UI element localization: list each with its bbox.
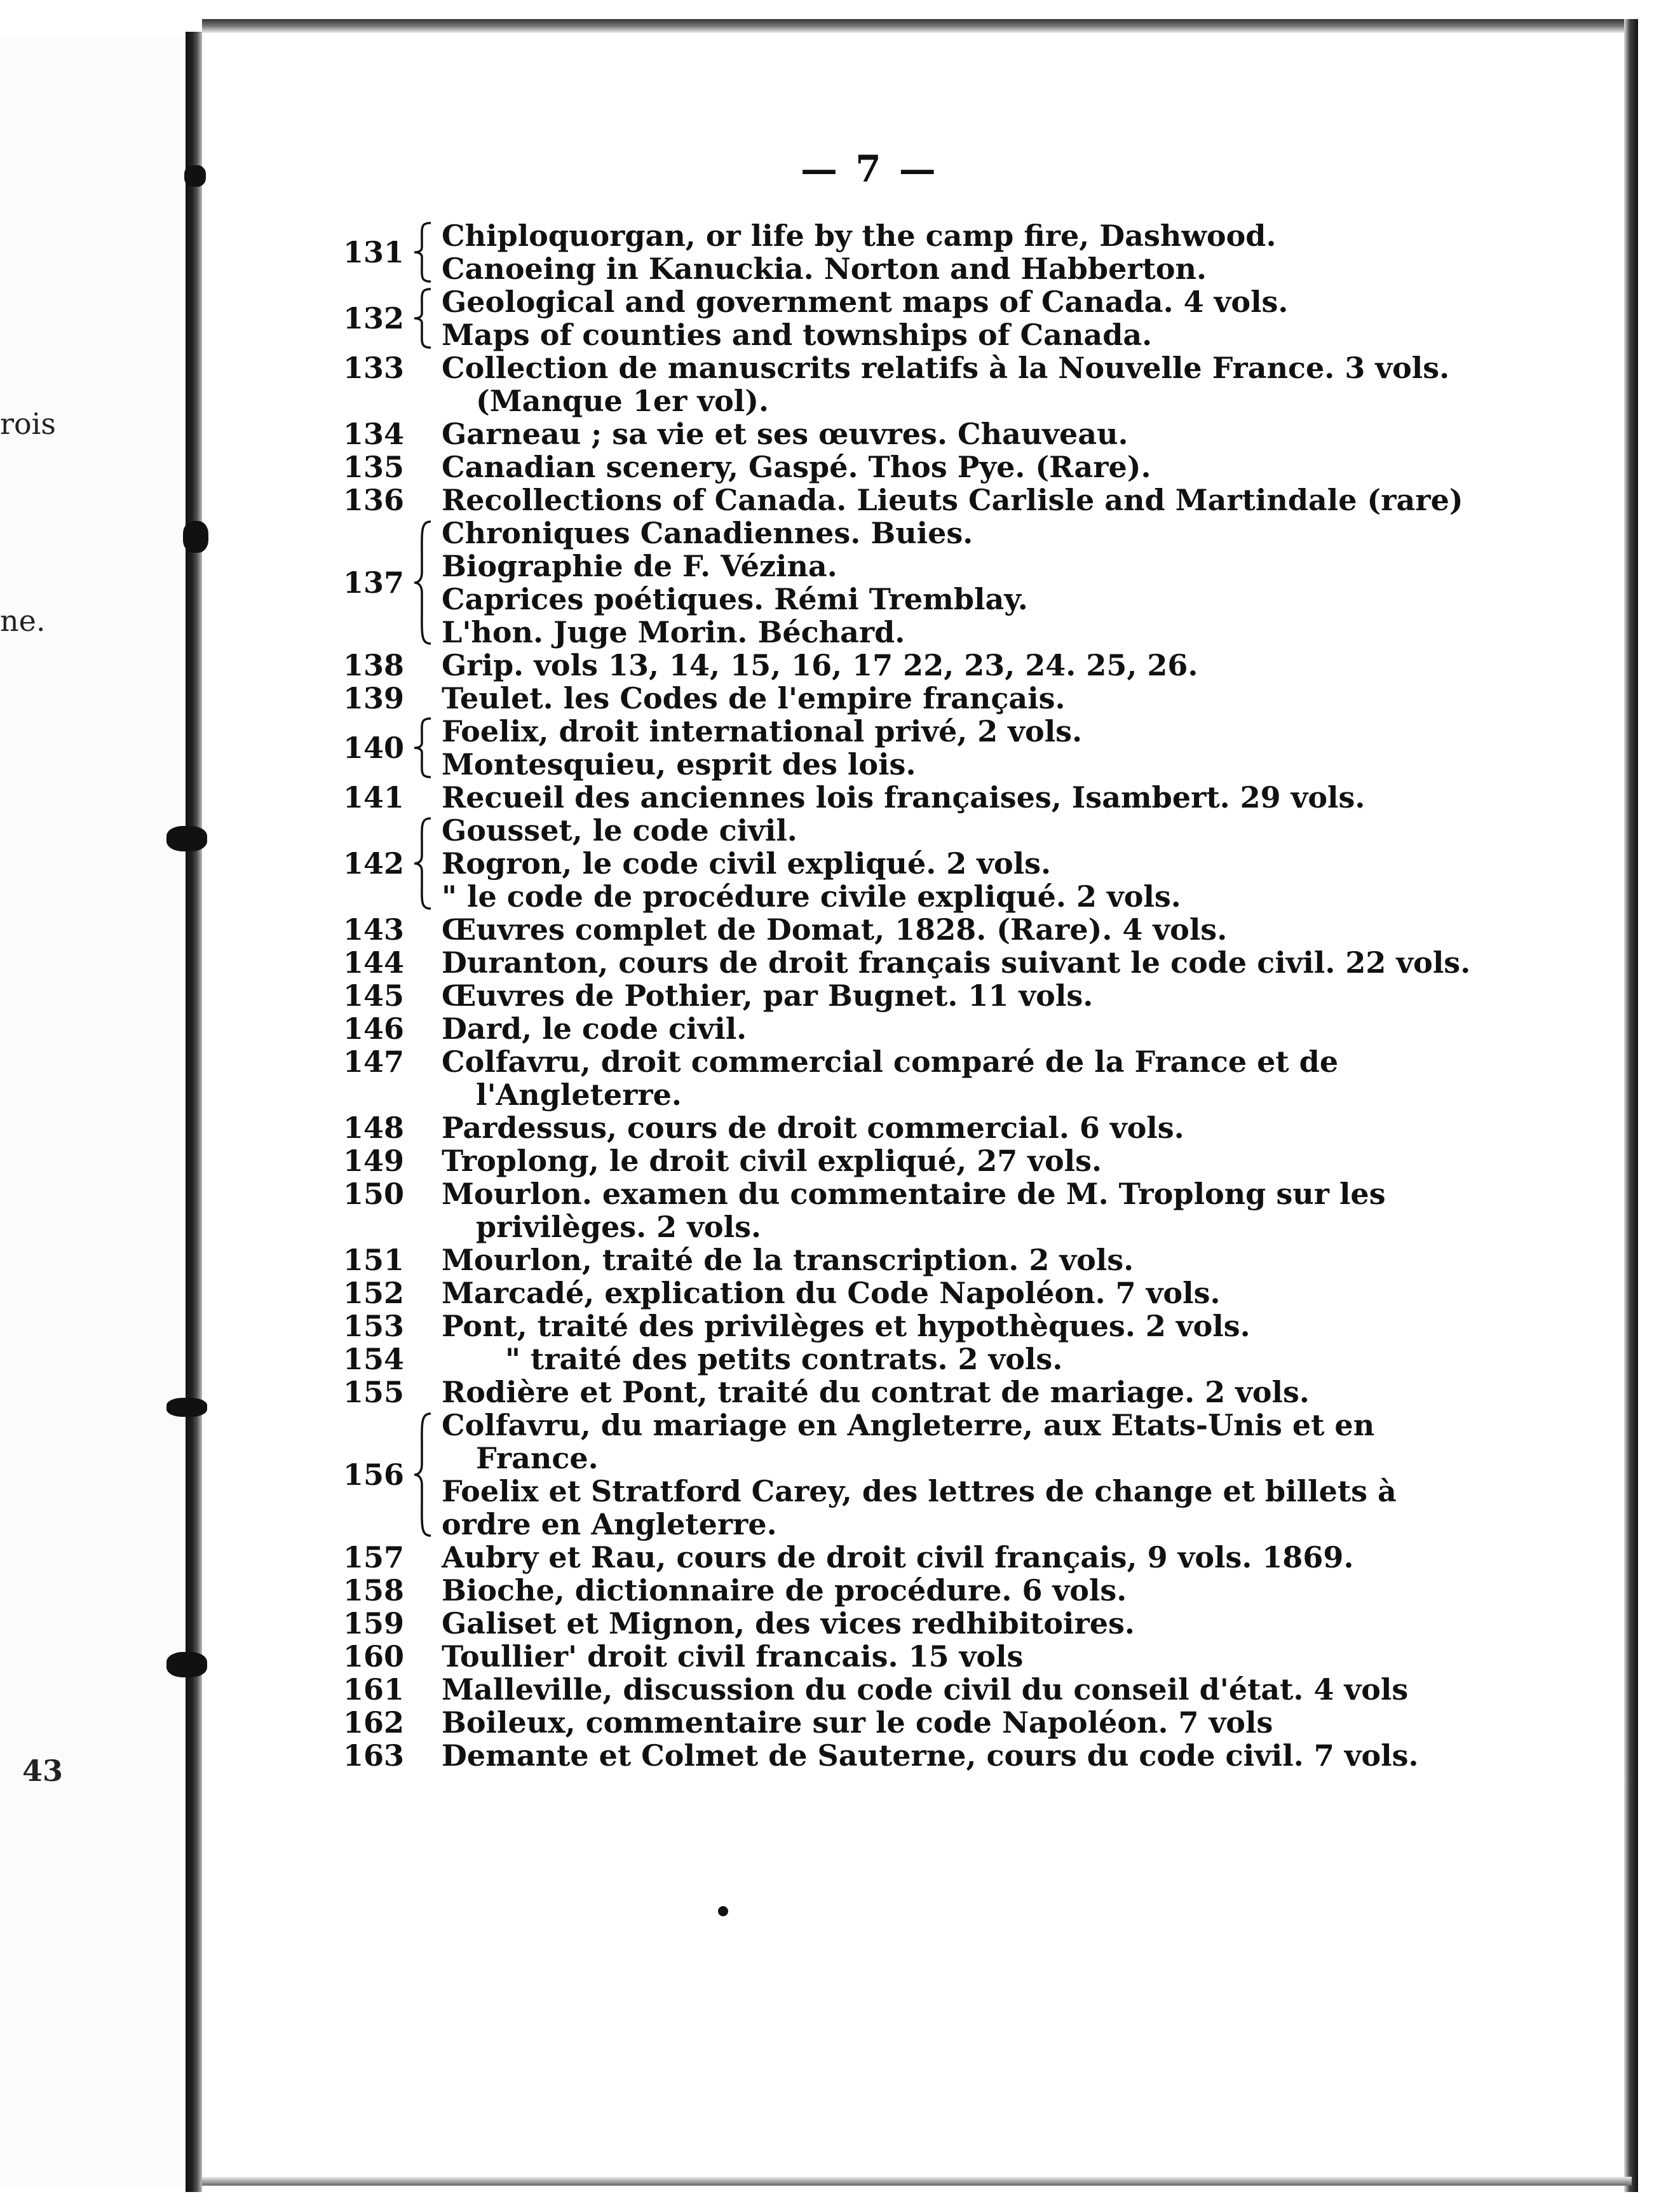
entry-number: 143 [343, 912, 405, 947]
entry-number: 134 [343, 417, 405, 451]
entry-line: l'Angleterre. [476, 1078, 682, 1112]
entry-line: Troplong, le droit civil expliqué, 27 vols. [442, 1144, 1102, 1178]
entry-line: Garneau ; sa vie et ses œuvres. Chauveau. [442, 417, 1128, 451]
page-bottom-edge [202, 2177, 1632, 2186]
entry-number: 145 [343, 978, 405, 1013]
entry-line: Rogron, le code civil expliqué. 2 vols. [442, 846, 1052, 881]
catalogue-entry [343, 517, 1614, 649]
entry-line: Toullier' droit civil francais. 15 vols [442, 1639, 1024, 1674]
catalogue-entry [343, 484, 1614, 517]
entry-number: 141 [343, 780, 405, 815]
left-page-strip [0, 38, 184, 2186]
entry-number: 147 [343, 1045, 405, 1079]
left-page-fragment: rois [0, 407, 57, 441]
entry-number: 138 [343, 648, 405, 682]
catalogue-entry [343, 781, 1614, 814]
page-right-edge [1624, 19, 1638, 2192]
book-spine [186, 32, 202, 2192]
entry-line: Grip. vols 13, 14, 15, 16, 17 22, 23, 24. 25, 26. [442, 648, 1198, 682]
entry-number: 160 [343, 1639, 405, 1674]
entry-line: Pont, traité des privilèges et hypothèques. 2 vols. [442, 1309, 1250, 1343]
entry-line: Bioche, dictionnaire de procédure. 6 vols. [442, 1573, 1127, 1607]
entry-number: 137 [343, 565, 405, 600]
catalogue-entry [343, 1640, 1614, 1673]
catalogue-entry [343, 285, 1614, 351]
catalogue-entry [343, 1111, 1614, 1144]
entry-number: 136 [343, 483, 405, 517]
entry-number: 156 [343, 1458, 405, 1492]
brace-bracket [412, 717, 435, 778]
entry-line: Montesquieu, esprit des lois. [442, 747, 916, 782]
brace-bracket [412, 1411, 435, 1538]
catalogue-entry [343, 1706, 1614, 1739]
catalogue-entry [343, 1739, 1614, 1772]
brace-bracket [412, 288, 435, 349]
entry-number: 155 [343, 1375, 405, 1409]
entry-number: 142 [343, 846, 405, 881]
entry-number: 140 [343, 731, 405, 765]
catalogue-entry [343, 1177, 1614, 1243]
catalogue-entry [343, 913, 1614, 946]
catalogue-entry [343, 1276, 1614, 1309]
entry-number: 163 [343, 1738, 405, 1773]
entry-number: 154 [343, 1342, 405, 1376]
entry-line: Chiploquorgan, or life by the camp fire, Dashwood. [442, 219, 1277, 253]
catalogue-entry [343, 1309, 1614, 1343]
ink-blot [166, 1398, 207, 1417]
entry-number: 139 [343, 681, 405, 715]
catalogue-entry [343, 450, 1614, 484]
catalogue-entry [343, 1409, 1614, 1541]
entry-number: 149 [343, 1144, 405, 1178]
catalogue-entry [343, 1574, 1614, 1607]
entry-line: Canadian scenery, Gaspé. Thos Pye. (Rare). [442, 450, 1151, 484]
entry-line: Œuvres complet de Domat, 1828. (Rare). 4 vols. [442, 912, 1228, 947]
entry-line: Foelix, droit international privé, 2 vols. [442, 714, 1083, 748]
catalogue-entry [343, 814, 1614, 913]
entry-line: Collection de manuscrits relatifs à la Nouvelle France. 3 vols. [442, 351, 1450, 385]
entry-line: " traité des petits contrats. 2 vols. [505, 1342, 1063, 1376]
entry-number: 144 [343, 945, 405, 980]
catalogue-entry [343, 351, 1614, 417]
entry-line: Recueil des anciennes lois françaises, Isambert. 29 vols. [442, 780, 1365, 815]
entry-line: Rodière et Pont, traité du contrat de mariage. 2 vols. [442, 1375, 1310, 1409]
entry-number: 146 [343, 1012, 405, 1046]
left-page-number: 43 [22, 1754, 64, 1788]
catalogue-entry [343, 715, 1614, 781]
entry-line: Boileux, commentaire sur le code Napoléon. 7 vols [442, 1705, 1273, 1740]
brace-bracket [412, 816, 435, 910]
entry-line: Geological and government maps of Canada. 4 vols. [442, 285, 1289, 319]
entry-number: 158 [343, 1573, 405, 1607]
entry-line: Demante et Colmet de Sauterne, cours du code civil. 7 vols. [442, 1738, 1419, 1773]
entry-number: 132 [343, 301, 405, 335]
entry-line: Caprices poétiques. Rémi Tremblay. [442, 582, 1028, 616]
brace-bracket [412, 519, 435, 646]
entry-line: France. [476, 1441, 599, 1475]
ink-blot [183, 521, 208, 553]
entry-line: Foelix et Stratford Carey, des lettres de change et billets à [442, 1474, 1397, 1508]
entry-number: 131 [343, 235, 405, 269]
entry-number: 151 [343, 1243, 405, 1277]
brace-bracket [412, 222, 435, 283]
entry-line: Œuvres de Pothier, par Bugnet. 11 vols. [442, 978, 1094, 1013]
entry-line: (Manque 1er vol). [476, 384, 769, 418]
catalogue-entry [343, 1673, 1614, 1706]
entry-line: Colfavru, du mariage en Angleterre, aux Etats-Unis et en [442, 1408, 1375, 1442]
entry-line: privilèges. 2 vols. [476, 1210, 761, 1244]
entry-line: Biographie de F. Vézina. [442, 549, 837, 583]
entry-number: 135 [343, 450, 405, 484]
catalogue-entry [343, 946, 1614, 979]
entry-line: Galiset et Mignon, des vices redhibitoires. [442, 1606, 1135, 1641]
catalogue-entry [343, 219, 1614, 285]
page-top-edge [202, 19, 1632, 33]
entry-number: 150 [343, 1177, 405, 1211]
page-number: — 7 — [801, 147, 938, 191]
entry-line: Duranton, cours de droit français suivant le code civil. 22 vols. [442, 945, 1471, 980]
entry-line: Pardessus, cours de droit commercial. 6 vols. [442, 1111, 1184, 1145]
entry-number: 162 [343, 1705, 405, 1740]
entry-number: 153 [343, 1309, 405, 1343]
catalogue-entry [343, 1012, 1614, 1045]
catalogue-entry [343, 1541, 1614, 1574]
ink-dot [718, 1906, 728, 1916]
catalogue-entry [343, 1376, 1614, 1409]
catalogue-entry [343, 1607, 1614, 1640]
entry-line: Mourlon, traité de la transcription. 2 vols. [442, 1243, 1134, 1277]
entry-line: Maps of counties and townships of Canada. [442, 318, 1153, 352]
catalogue-entry [343, 1144, 1614, 1177]
entry-number: 148 [343, 1111, 405, 1145]
entry-line: Gousset, le code civil. [442, 813, 797, 848]
entry-line: " le code de procédure civile expliqué. 2 vols. [442, 879, 1181, 914]
entry-number: 152 [343, 1276, 405, 1310]
ink-blot [184, 165, 206, 187]
entry-line: Canoeing in Kanuckia. Norton and Habberton. [442, 252, 1207, 286]
catalogue-entry [343, 649, 1614, 682]
entry-number: 157 [343, 1540, 405, 1574]
entry-line: Teulet. les Codes de l'empire français. [442, 681, 1066, 715]
entry-line: Dard, le code civil. [442, 1012, 747, 1046]
entry-line: Recollections of Canada. Lieuts Carlisle and Martindale (rare) [442, 483, 1463, 517]
catalogue-entry [343, 1343, 1614, 1376]
catalogue-entry [343, 1243, 1614, 1276]
ink-blot [166, 826, 207, 851]
entry-line: Mourlon. examen du commentaire de M. Troplong sur les [442, 1177, 1386, 1211]
entry-number: 159 [343, 1606, 405, 1641]
entry-line: Aubry et Rau, cours de droit civil français, 9 vols. 1869. [442, 1540, 1354, 1574]
catalogue-entry [343, 417, 1614, 450]
entry-line: Colfavru, droit commercial comparé de la France et de [442, 1045, 1339, 1079]
entry-number: 133 [343, 351, 405, 385]
left-page-fragment: ne. [0, 604, 46, 638]
catalogue-entries [343, 219, 1614, 1772]
catalogue-entry [343, 979, 1614, 1012]
entry-line: ordre en Angleterre. [442, 1507, 777, 1541]
entry-line: L'hon. Juge Morin. Béchard. [442, 615, 905, 649]
ink-blot [166, 1652, 207, 1677]
entry-line: Malleville, discussion du code civil du conseil d'état. 4 vols [442, 1672, 1409, 1707]
catalogue-entry [343, 1045, 1614, 1111]
catalogue-entry [343, 682, 1614, 715]
entry-number: 161 [343, 1672, 405, 1707]
entry-line: Marcadé, explication du Code Napoléon. 7 vols. [442, 1276, 1221, 1310]
entry-line: Chroniques Canadiennes. Buies. [442, 516, 973, 550]
